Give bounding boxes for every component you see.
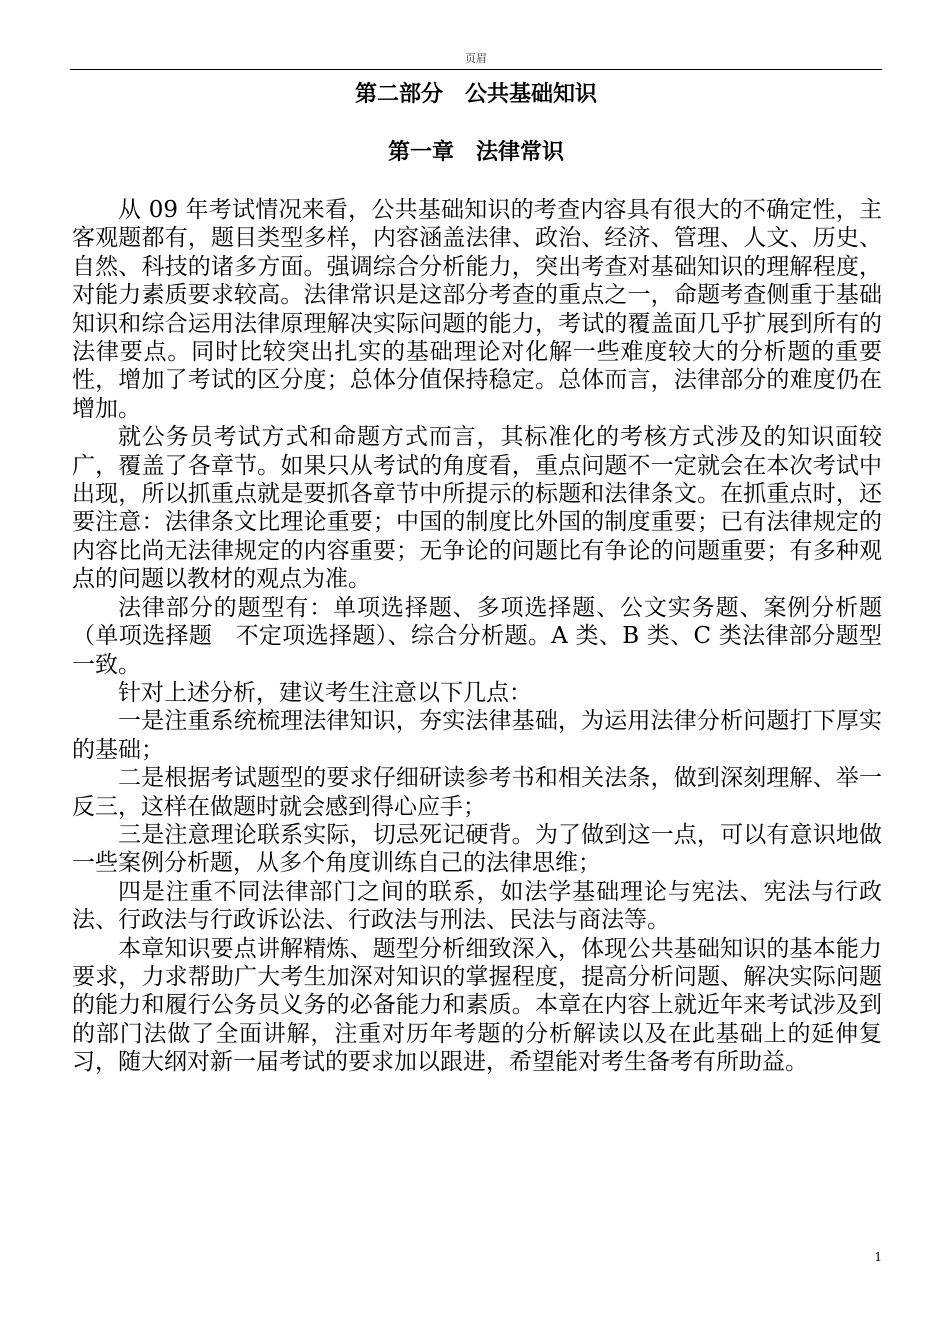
page-number: 1 <box>874 1250 882 1264</box>
paragraph: 从 09 年考试情况来看，公共基础知识的考查内容具有很大的不确定性，主客观题都有，题目类型多样，内容涵盖法律、政治、经济、管理、人文、历史、自然、科技的诸多方面。强调综合分析能力，突出考查对基础知识的理解程度，对能力素质要求较高。法律常识是这部分考查的重点之一，命题考查侧重于基础知识和综合运用法律原理解决实际问题的能力，考试的覆盖面几乎扩展到所有的法律要点。同时比较突出扎实的基础理论对化解一些难度较大的分析题的重要性，增加了考试的区分度；总体分值保持稳定。总体而言，法律部分的难度仍在增加。 <box>72 197 882 422</box>
paragraph: 三是注意理论联系实际，切忌死记硬背。为了做到这一点，可以有意识地做一些案例分析题，从多个角度训练自己的法律思维； <box>72 821 882 877</box>
paragraph: 一是注重系统梳理法律知识，夯实法律基础，为运用法律分析问题打下厚实的基础； <box>72 708 882 763</box>
paragraph: 二是根据考试题型的要求仔细研读参考书和相关法条，做到深刻理解、举一反三，这样在做题时就会感到得心应手； <box>72 765 882 820</box>
paragraph: 就公务员考试方式和命题方式而言，其标准化的考核方式涉及的知识面较广，覆盖了各章节。如果只从考试的角度看，重点问题不一定就会在本次考试中出现，所以抓重点就是要抓各章节中所提示的标题和法律条文。在抓重点时，还要注意：法律条文比理论重要；中国的制度比外国的制度重要；已有法律规定的内容比尚无法律规定的内容重要；无争论的问题比有争论的问题重要；有多种观点的问题以教材的观点为准。 <box>72 424 882 593</box>
part-title: 第二部分 公共基础知识 <box>354 82 597 107</box>
page-header: 页眉 <box>465 52 487 65</box>
body-text <box>72 196 882 1077</box>
header-divider <box>70 69 882 70</box>
paragraph: 本章知识要点讲解精炼、题型分析细致深入，体现公共基础知识的基本能力要求，力求帮助广大考生加深对知识的掌握程度，提高分析问题、解决实际问题的能力和履行公务员义务的必备能力和素质。本章在内容上就近年来考试涉及到的部门法做了全面讲解，注重对历年考题的分析解读以及在此基础上的延伸复习，随大纲对新一届考试的要求加以跟进，希望能对考生备考有所助益。 <box>72 935 882 1076</box>
paragraph: 法律部分的题型有：单项选择题、多项选择题、公文实务题、案例分析题（单项选择题 不定项选择题）、综合分析题。A 类、B 类、C 类法律部分题型一致。 <box>72 594 882 678</box>
paragraph: 四是注重不同法律部门之间的联系，如法学基础理论与宪法、宪法与行政法、行政法与行政诉讼法、行政法与刑法、民法与商法等。 <box>72 878 882 934</box>
chapter-title: 第一章 法律常识 <box>387 140 564 165</box>
paragraph: 针对上述分析，建议考生注意以下几点： <box>118 679 532 706</box>
